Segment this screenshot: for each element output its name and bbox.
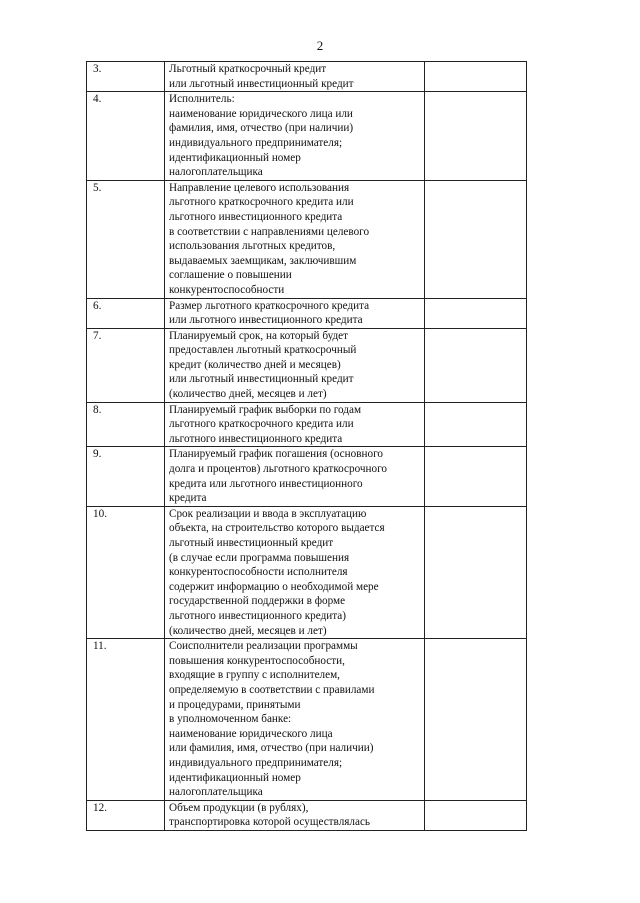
table-row [87,447,527,506]
row-number: 6. [87,298,165,328]
row-label-line: или льготного инвестиционного кредита [169,314,363,327]
table-row [87,639,527,801]
table-row [87,402,527,447]
row-label-line: транспортировка которой осуществлялась [169,816,371,829]
row-label-line: налогоплательщика [169,166,263,179]
row-label-line: Соисполнители реализации программы [169,640,358,653]
row-value-cell [425,180,527,298]
table-row [87,180,527,298]
row-number: 7. [87,328,165,402]
row-label-line: льготного краткосрочного кредита или [169,418,354,431]
row-number: 10. [87,506,165,638]
row-label-line: Направление целевого использования [169,181,350,194]
row-label-line: объекта, на строительство которого выдается [169,522,385,535]
row-label-line: предоставлен льготный краткосрочный [169,344,357,357]
row-label-line: Исполнитель: [169,93,235,106]
row-label-line: льготного краткосрочного кредита или [169,196,354,209]
row-label-line: льготного инвестиционного кредита) [169,609,346,622]
row-label [165,447,425,506]
row-label-line: Планируемый график выборки по годам [169,403,362,416]
row-label-line: (количество дней, месяцев и лет) [169,388,327,401]
row-label [165,92,425,181]
row-label-line: Планируемый срок, на который будет [169,329,349,342]
row-label [165,506,425,638]
table-row [87,800,527,830]
row-label-line: наименование юридического лица или [169,107,353,120]
row-value-cell [425,62,527,92]
row-number: 3. [87,62,165,92]
row-label [165,402,425,447]
row-label [165,298,425,328]
row-value-cell [425,298,527,328]
row-number: 11. [87,639,165,801]
row-label [165,800,425,830]
row-value-cell [425,402,527,447]
row-label-line: фамилия, имя, отчество (при наличии) [169,122,354,135]
row-number: 4. [87,92,165,181]
row-label-line: или льготный инвестиционный кредит [169,77,354,90]
row-label [165,180,425,298]
row-label-line: конкурентоспособности [169,283,285,296]
row-label-line: кредита или льготного инвестиционного [169,477,363,490]
application-form-table [86,61,527,831]
row-label-line: льготного инвестиционного кредита [169,210,343,223]
row-label-line: кредит (количество дней и месяцев) [169,358,341,371]
row-label-line: индивидуального предпринимателя; [169,136,343,149]
table-row [87,328,527,402]
row-label-line: или льготный инвестиционный кредит [169,373,354,386]
row-label-line: идентификационный номер [169,771,301,784]
row-label [165,328,425,402]
row-label [165,639,425,801]
row-label-line: определяемую в соответствии с правилами [169,683,375,696]
row-label-line: содержит информацию о необходимой мере [169,580,379,593]
row-value-cell [425,447,527,506]
row-value-cell [425,328,527,402]
row-value-cell [425,92,527,181]
row-number: 5. [87,180,165,298]
row-label-line: льготного инвестиционного кредита [169,432,343,445]
row-label-line: идентификационный номер [169,151,301,164]
row-number: 12. [87,800,165,830]
row-label-line: Планируемый график погашения (основного [169,448,383,461]
row-label-line: Объем продукции (в рублях), [169,801,309,814]
row-label-line: выдаваемых заемщикам, заключившим [169,254,357,267]
row-label-line: или фамилия, имя, отчество (при наличии) [169,742,374,755]
table-row [87,62,527,92]
row-label-line: наименование юридического лица [169,727,333,740]
row-label-line: государственной поддержки в форме [169,595,346,608]
page-number: 2 [316,38,324,53]
row-label-line: использования льготных кредитов, [169,240,336,253]
row-number: 9. [87,447,165,506]
table-row [87,506,527,638]
row-value-cell [425,639,527,801]
row-label-line: долга и процентов) льготного краткосрочного [169,463,388,476]
row-label-line: входящие в группу с исполнителем, [169,669,340,682]
row-label-line: индивидуального предпринимателя; [169,756,343,769]
row-label-line: повышения конкурентоспособности, [169,654,345,667]
row-label-line: и процедурами, принятыми [169,698,301,711]
row-label [165,62,425,92]
row-value-cell [425,800,527,830]
row-label-line: Льготный краткосрочный кредит [169,63,327,75]
row-value-cell [425,506,527,638]
row-label-line: налогоплательщика [169,786,263,799]
row-label-line: в уполномоченном банке: [169,713,292,726]
row-label-line: льготный инвестиционный кредит [169,537,334,549]
row-label-line: Срок реализации и ввода в эксплуатацию [169,507,367,520]
row-number: 8. [87,402,165,447]
row-label-line: Размер льготного краткосрочного кредита [169,299,370,312]
table-row [87,298,527,328]
row-label-line: (в случае если программа повышения [169,551,350,564]
table-row [87,92,527,181]
row-label-line: соглашение о повышении [169,269,292,282]
row-label-line: в соответствии с направлениями целевого [169,225,370,238]
row-label-line: кредита [169,492,207,505]
row-label-line: конкурентоспособности исполнителя [169,566,348,579]
row-label-line: (количество дней, месяцев и лет) [169,624,327,637]
